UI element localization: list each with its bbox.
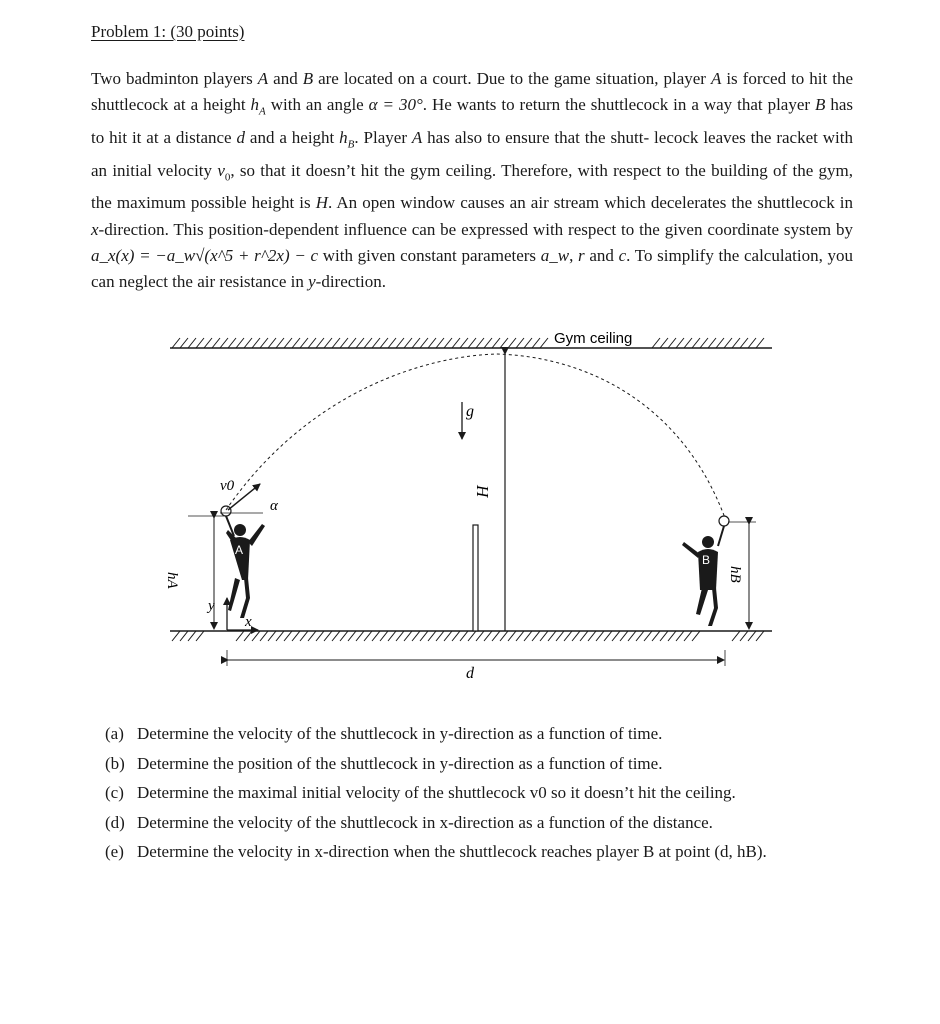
question-list [105,724,905,872]
label-alpha: α [270,498,278,514]
player-b-label: B [702,553,711,567]
player-a-label: A [235,543,244,557]
label-g: g [466,403,474,420]
label-v0: v0 [220,478,235,494]
alpha-value: α = 30° [368,95,423,115]
question-item: (c) Determine the maximal initial velocity of the shuttlecock v0 so it doesn’t hit the ceiling. [105,783,736,803]
question-item: (e) Determine the velocity in x-direction when the shuttlecock reaches player B at point (d, hB). [105,842,767,862]
player-b-figure [682,516,729,626]
floor-line [170,631,772,641]
label-hA: hA [164,572,180,589]
label-x: x [245,614,252,630]
ceiling-label: Gym ceiling [554,330,633,347]
label-d: d [466,665,474,682]
problem-statement: Two badminton players A and B are located on a court. Due to the game situation, player A is forced to hit the shuttlecock at a height $h_A$ with an angle α = 30°. He wants to return the shuttlecock in a way that player B has to hit it at a distance d and a height $h_B$. Player A has also to ensure that the shutt- lecock leaves the racket with an initial velocity $v_0$, so that it doesn’t hit the gym ceiling. Therefore, with respect to the building of the gym, the maximum possible height is H. An open window causes an air stream which decelerates the shuttlecock in x-direction. This position-dependent influence can be expressed with respect to the given coordinate system by a_x(x) = −a_w√(x^5 + r^2x) − c with given constant parameters a_w, r and c. To simplify the calculation, you can neglect the air resistance in y-direction. [91,69,854,292]
question-item: (a) Determine the velocity of the shuttlecock in y-direction as a function of time. [105,724,663,743]
net-post [473,525,478,631]
label-hB: hB [727,566,743,583]
label-y: y [208,598,215,614]
question-item: (b) Determine the position of the shuttlecock in y-direction as a function of time. [105,753,663,773]
air-stream-formula: a_x(x) = −a_w√(x^5 + r^2x) − c [91,245,319,265]
problem-title: Problem 1: (30 points) [91,22,245,41]
ceiling-line [170,338,772,348]
label-H: H [473,485,492,498]
question-item: (d) Determine the velocity of the shuttlecock in x-direction as a function of the distance. [105,812,713,832]
court-diagram [160,318,780,688]
